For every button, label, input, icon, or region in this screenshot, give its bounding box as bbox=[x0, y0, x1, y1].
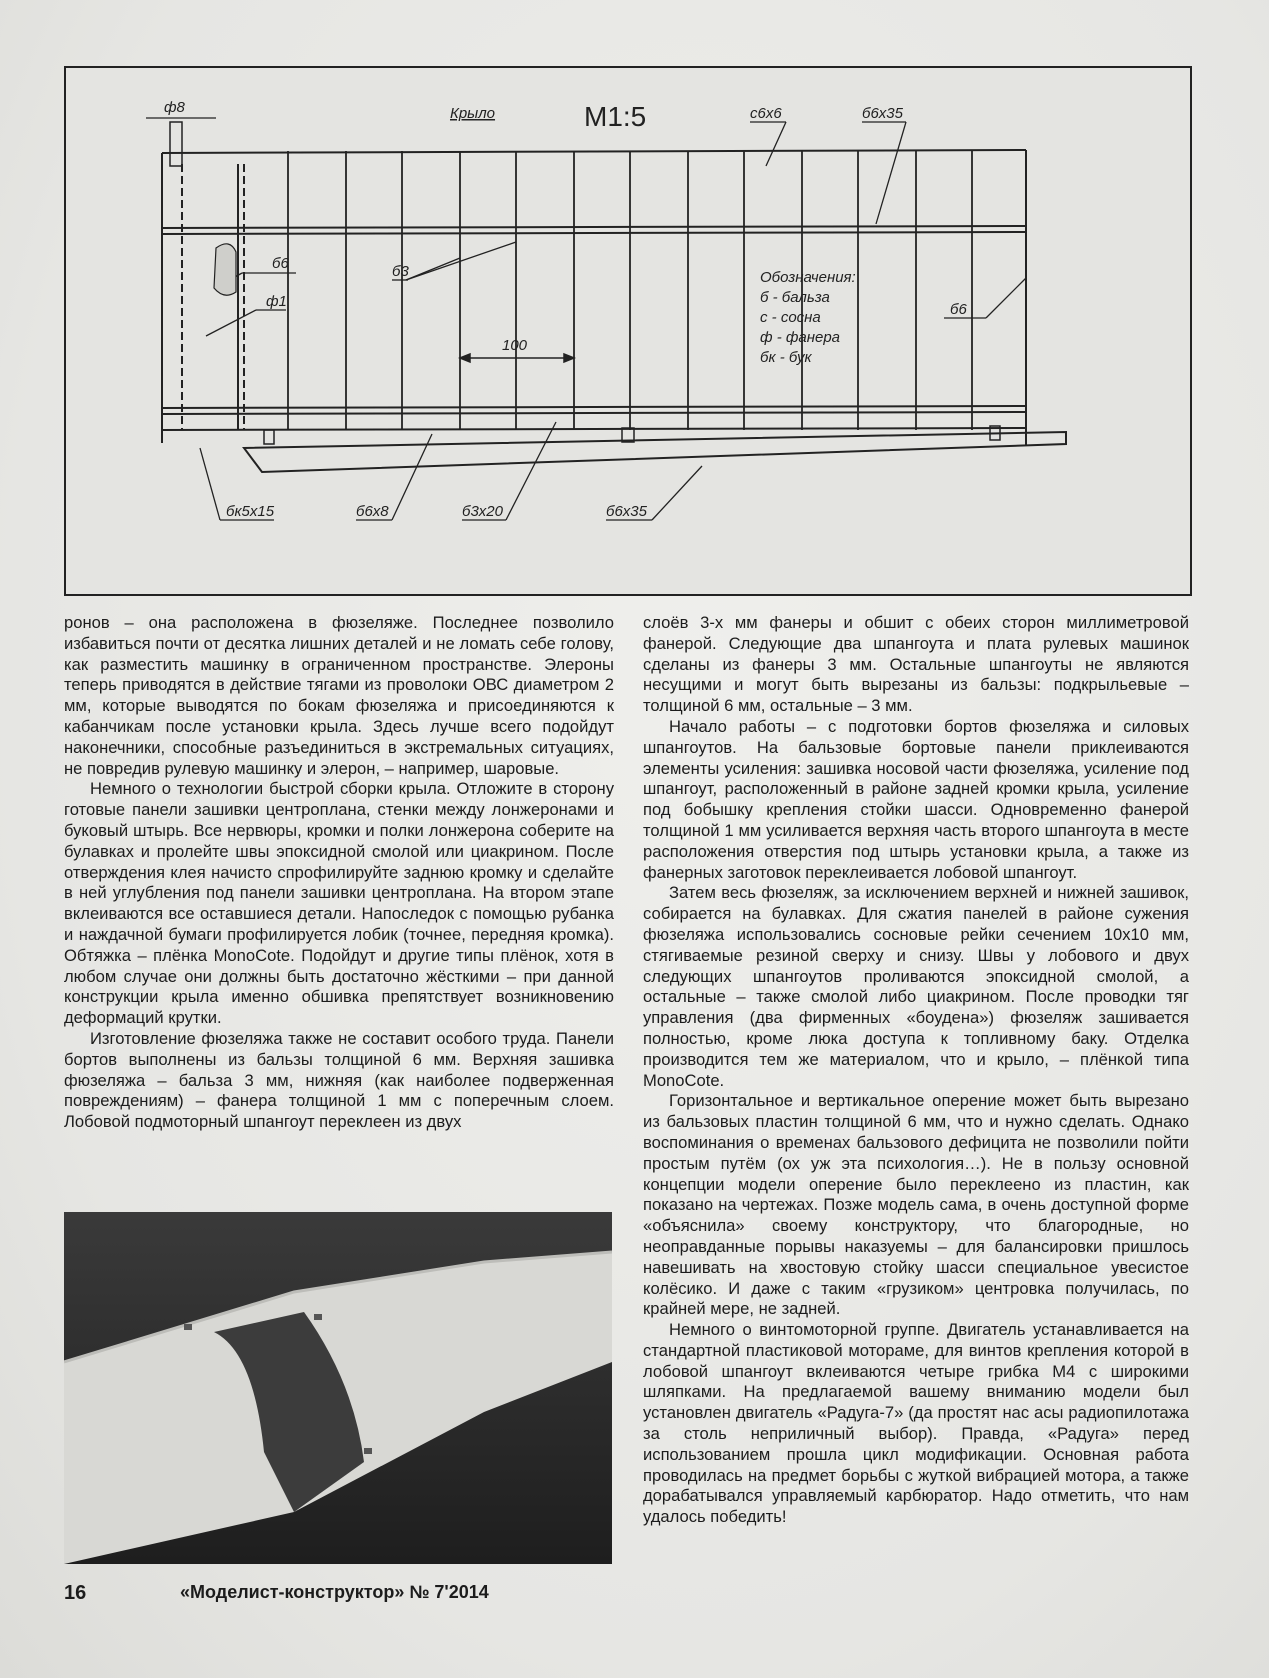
label-phi1: ф1 bbox=[266, 293, 287, 310]
legend-item: с - сосна bbox=[760, 309, 821, 326]
paragraph: Немного о винтомоторной группе. Двигатель устанавливается на стандартной пластиковой мотораме, для винтов крепления которой в лобовой шпангоут вклеиваются четыре грибка М4 с широкими шляпками. На предлагаемой вашему вниманию модели был установлен двигатель «Радуга-7» (да простят нас асы радиопилотажа за столь неприличный выбор). Правда, «Радуга» перед использованием прошла цикл модификации. Основная работа проводилась на предмет борьбы с жуткой вибрацией мотора, а также дорабатывался управляемый карбюратор. Надо отметить, что нам удалось победить! bbox=[643, 1320, 1189, 1527]
wing-photo bbox=[64, 1212, 612, 1564]
drawing-scale: М1:5 bbox=[584, 101, 647, 132]
label-b6x35-top: б6х35 bbox=[862, 105, 903, 122]
paragraph: Затем весь фюзеляж, за исключением верхней и нижней зашивок, собирается на булавках. Для сжатия панелей в районе сужения фюзеляжа использовались сосновые рейки сечением 10х10 мм, стягиваемые резиной сверху и снизу. Швы у лобового и двух следующих шпангоутов проливаются эпоксидной смолой, а остальные – также смолой либо циакрином. После проводки тяг управления (два фирменных «боудена») фюзеляж зашивается полностью, кроме люка доступа к топливному баку. Отделка производится тем же материалом, что и крыло, – плёнкой типа MonoCote. bbox=[643, 883, 1189, 1090]
lower-spar-line bbox=[162, 406, 1026, 408]
label-b6x8: б6х8 bbox=[356, 503, 389, 520]
label-dim-100: 100 bbox=[502, 337, 528, 354]
drawing-title: Крыло bbox=[450, 105, 496, 122]
wing-ribs bbox=[288, 151, 972, 430]
label-b3: б3 bbox=[392, 263, 409, 280]
paragraph: Горизонтальное и вертикальное оперение может быть вырезано из бальзовых пластин толщиной 6 мм, что и нужно сделать. Однако воспоминания о временах бальзового дефицита не позволили пойти простым путём (ох уж эта психология…). Не в пользу основной концепции модели оперение было переклеено из пластин, как показано на чертежах. Позже модель сама, в очень доступной форме «объяснила» своему конструктору, что благородные, но неоправданные порывы наказуемы – для балансировки пришлось навешивать на хвостовую стойку шасси специальное увесистое колёсико. И даже с таким «грузиком» центровка получилась, по крайней мере, не задней. bbox=[643, 1091, 1189, 1319]
label-b6x35-bottom: б6х35 bbox=[606, 503, 647, 520]
paragraph: Немного о технологии быстрой сборки крыла. Отложите в сторону готовые панели зашивки центроплана, стенки между лонжеронами и буковый штырь. Все нервюры, кромки и полки лонжерона соберите на булавках и пролейте швы эпоксидной смолой или циакрином. После отверждения клея начисто спрофилируйте заднюю кромку и сделайте в ней углубления под панели зашивки центроплана. На втором этапе вклеиваются все оставшиеся детали. Напоследок с помощью рубанка и наждачной бумаги профилируется лобик (точнее, передняя кромка). Обтяжка – плёнка MonoCote. Подойдут и другие типы плёнок, хотя в любом случае они должны быть достаточно жёсткими – при данной конструкции крыла именно обшивка препятствует возникновению деформаций крутки. bbox=[64, 779, 614, 1028]
legend-title: Обозначения: bbox=[760, 269, 856, 286]
left-column bbox=[64, 613, 614, 1133]
aileron-outline bbox=[244, 432, 1066, 472]
paragraph: Начало работы – с подготовки бортов фюзеляжа и силовых шпангоутов. На бальзовые бортовые панели приклеиваются элементы усиления: зашивка носовой части фюзеляжа, усиление под шпангоут, расположенный в районе задней кромки крыла, усиление под бобышку крепления стойки шасси. Одновременно фанерой толщиной 1 мм усиливается верхняя часть второго шпангоута в месте расположения отверстия под штырь установки крыла, а также из фанерных заготовок переклеивается лобовой шпангоут. bbox=[643, 716, 1189, 882]
pin-phi8 bbox=[170, 122, 182, 166]
paragraph: ронов – она расположена в фюзеляже. Последнее позволило избавиться почти от десятка лишних деталей и не ломать себе голову, как разместить машинку в ограниченном пространстве. Элероны теперь приводятся в действие тягами из проволоки ОВС диаметром 2 мм, которые выводятся по бокам фюзеляжа и присоединяются к кабанчикам после установки крыла. Здесь лучше всего подойдут наконечники, способные разъединиться в экстремальных ситуациях, не повредив рулевую машинку и элерон, – например, шаровые. bbox=[64, 613, 614, 778]
magazine-title: «Моделист-конструктор» № 7'2014 bbox=[180, 1582, 489, 1602]
label-b3x20: б3х20 bbox=[462, 503, 503, 520]
label-s6x6: с6х6 bbox=[750, 105, 782, 122]
label-bk5x15: бк5х15 bbox=[226, 503, 275, 520]
paragraph: слоёв 3-х мм фанеры и обшит с обеих сторон миллиметровой фанерой. Следующие два шпангоута и плата рулевых машинок сделаны из фанеры 3 мм. Остальные шпангоуты не являются несущими и могут быть вырезаны из бальзы: подкрыльевые – толщиной 6 мм, остальные – 3 мм. bbox=[643, 613, 1189, 716]
label-b6-left: б6 bbox=[272, 255, 289, 272]
paragraph: Изготовление фюзеляжа также не составит особого труда. Панели бортов выполнены из бальзы толщиной 6 мм. Верхняя зашивка фюзеляжа – бальза 3 мм, нижняя (как наиболее подверженная повреждениям) – фанера толщиной 1 мм с поперечным слоем. Лобовой подмоторный шпангоут переклеен из двух bbox=[64, 1028, 614, 1132]
label-phi8: ф8 bbox=[164, 99, 185, 116]
page-number: 16 bbox=[64, 1582, 87, 1604]
right-column bbox=[643, 613, 1189, 1528]
label-b6-right: б6 bbox=[950, 301, 967, 318]
dimension-100 bbox=[460, 354, 574, 362]
wing-drawing bbox=[64, 66, 1192, 596]
upper-spar-line bbox=[162, 226, 1026, 228]
legend-item: б - бальза bbox=[760, 289, 830, 306]
legend-item: ф - фанера bbox=[760, 329, 841, 346]
wing-drawing-svg bbox=[66, 68, 1190, 594]
trailing-edge-line bbox=[162, 428, 1026, 430]
legend-item: бк - бук bbox=[760, 349, 812, 366]
